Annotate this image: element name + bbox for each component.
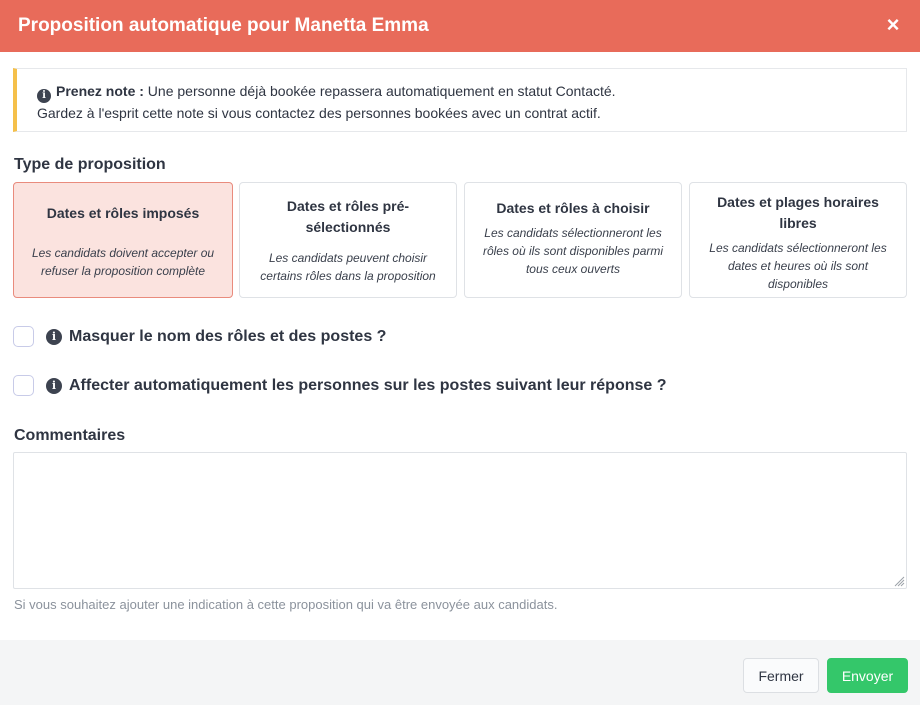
comments-help-text: Si vous souhaitez ajouter une indication à cette proposition qui va être envoyée aux candidats.: [14, 597, 558, 612]
hide-names-label: Masquer le nom des rôles et des postes ?: [69, 327, 387, 345]
proposal-card-imposed[interactable]: [13, 182, 233, 298]
send-button[interactable]: Envoyer: [827, 658, 908, 693]
notice-bold: Prenez note :: [56, 83, 144, 99]
info-icon: i: [46, 329, 62, 345]
proposal-type-label: Type de proposition: [14, 156, 166, 173]
notice-text-2: Gardez à l'esprit cette note si vous contactez des personnes bookées avec un contrat actif.: [37, 105, 601, 121]
card-title: Dates et rôles à choisir: [496, 200, 650, 216]
proposal-card-choose[interactable]: [464, 182, 682, 298]
modal-header: [0, 0, 920, 52]
proposal-card-free[interactable]: [689, 182, 907, 298]
notice-line-1: [37, 81, 906, 103]
close-button[interactable]: Fermer: [743, 658, 819, 693]
auto-assign-option: [13, 375, 667, 396]
info-icon: i: [37, 89, 51, 103]
proposal-card-preselected[interactable]: [239, 182, 457, 298]
comments-textarea[interactable]: [13, 452, 907, 589]
notice-box: [13, 68, 907, 132]
card-desc: Les candidats sélectionneront les rôles où ils sont disponibles parmi tous ceux ouverts: [482, 226, 664, 276]
card-title: Dates et rôles imposés: [46, 205, 200, 221]
close-icon[interactable]: ×: [886, 12, 900, 37]
modal-title: Proposition automatique pour Manetta Emma: [18, 15, 429, 36]
auto-assign-label: Affecter automatiquement les personnes sur les postes suivant leur réponse ?: [69, 376, 667, 394]
comments-label: Commentaires: [14, 427, 126, 444]
hide-names-checkbox[interactable]: [13, 326, 34, 347]
card-desc: Les candidats sélectionneront les dates et heures où ils sont disponibles: [709, 241, 887, 291]
hide-names-option: [13, 326, 386, 347]
card-desc: Les candidats doivent accepter ou refuser la proposition complète: [31, 246, 215, 278]
auto-assign-checkbox[interactable]: [13, 375, 34, 396]
card-desc: Les candidats peuvent choisir certains rôles dans la proposition: [260, 251, 436, 283]
resize-handle-icon[interactable]: [893, 575, 905, 587]
card-title: Dates et plages horaires libres: [717, 194, 879, 231]
card-title: Dates et rôles pré-sélectionnés: [286, 198, 410, 235]
info-icon: i: [46, 378, 62, 394]
notice-text-1: Une personne déjà bookée repassera automatiquement en statut Contacté.: [147, 83, 616, 99]
